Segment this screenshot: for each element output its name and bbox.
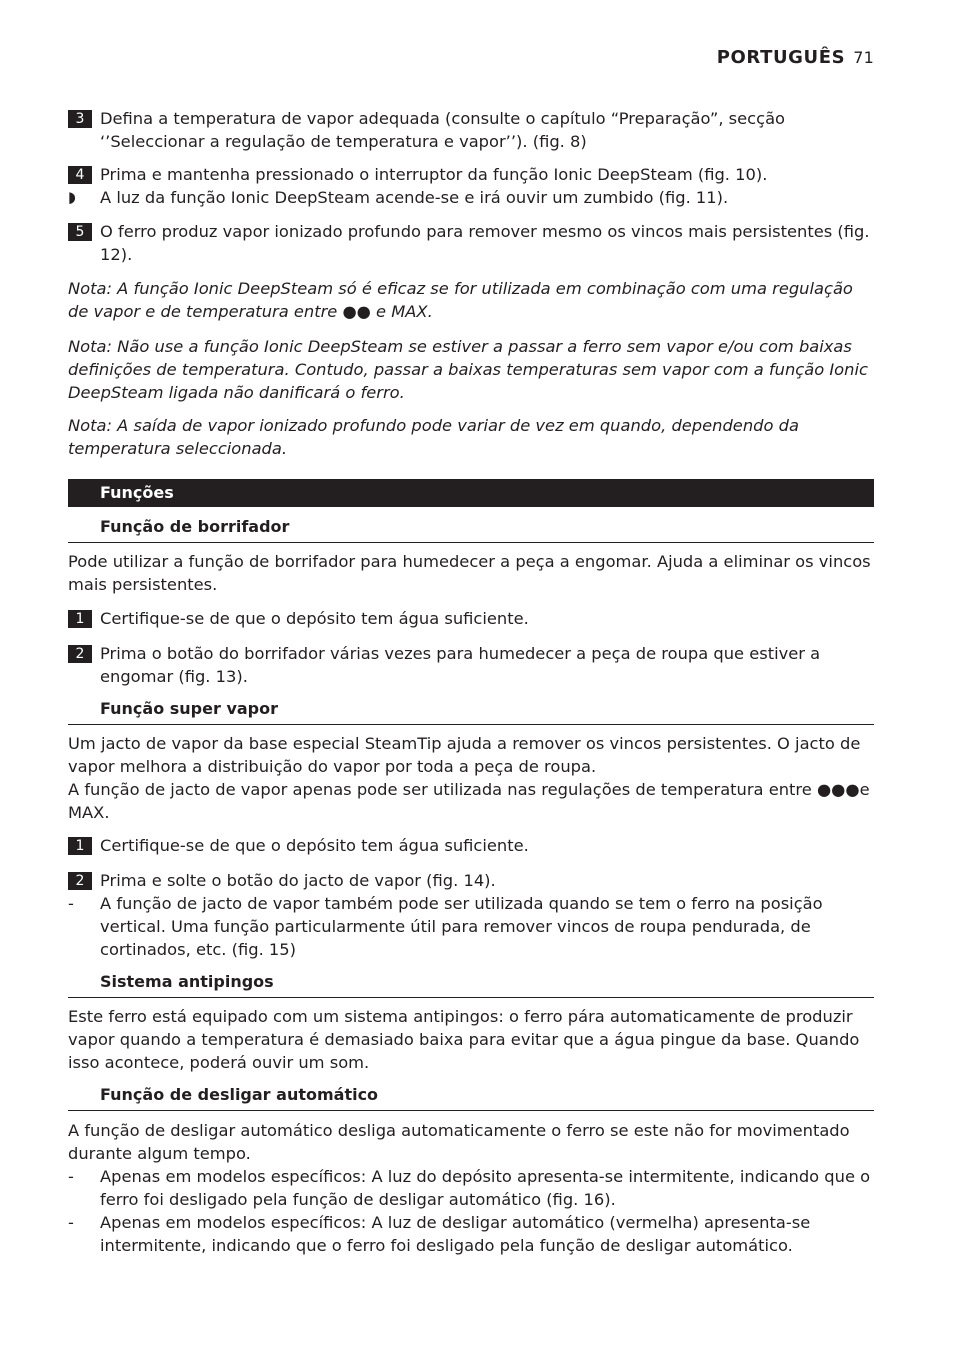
note-1: Nota: A função Ionic DeepSteam só é eficaz se for utilizada em combinação com uma regulação de vapor e de temperatura entre ●● e MAX. (68, 279, 853, 321)
step-text: Certifique-se de que o depósito tem água suficiente. (100, 836, 529, 855)
language-label: PORTUGUÊS (716, 47, 846, 68)
dash-item (68, 892, 874, 961)
step-4-result (68, 186, 874, 209)
subheading-text: Função super vapor (100, 699, 278, 718)
step-text: Prima e mantenha pressionado o interruptor da função Ionic DeepSteam (fig. 10). (100, 165, 768, 184)
step-number: 3 (68, 110, 92, 128)
step-1 (68, 607, 874, 630)
section-heading (68, 479, 874, 507)
subheading-antipingos (68, 970, 874, 998)
step-3 (68, 107, 874, 153)
dash-mark: - (68, 1213, 74, 1232)
result-text: A luz da função Ionic DeepSteam acende-se e irá ouvir um zumbido (fig. 11). (100, 188, 729, 207)
step-number: 1 (68, 837, 92, 855)
step-number: 5 (68, 223, 92, 241)
subheading-text: Função de borrifador (100, 517, 290, 536)
step-1 (68, 834, 874, 857)
paragraph: Pode utilizar a função de borrifador para humedecer a peça a engomar. Ajuda a eliminar os vincos mais persistentes. (68, 552, 871, 594)
note-2: Nota: Não use a função Ionic DeepSteam se estiver a passar a ferro sem vapor e/ou com baixas definições de temperatura. Contudo, passar a baixas temperaturas sem vapor com a função Ionic DeepSteam ligada não danificará o ferro. (68, 337, 868, 402)
step-5 (68, 220, 874, 266)
step-2 (68, 869, 874, 892)
step-text: Certifique-se de que o depósito tem água suficiente. (100, 609, 529, 628)
subheading-super-vapor (68, 697, 874, 725)
step-number: 2 (68, 872, 92, 890)
step-text: Prima o botão do borrifador várias vezes para humedecer a peça de roupa que estiver a engomar (fig. 13). (100, 644, 821, 686)
dash-text: A função de jacto de vapor também pode ser utilizada quando se tem o ferro na posição vertical. Uma função particularmente útil para remover vincos de roupa pendurada, de cortinados, etc. (fig. 15) (100, 894, 823, 959)
page-number: 71 (853, 48, 874, 67)
paragraph: Este ferro está equipado com um sistema antipingos: o ferro pára automaticamente de produzir vapor quando a temperatura é demasiado baixa para evitar que a água pingue da base. Quando isso acontece, poderá ouvir um som. (68, 1007, 860, 1072)
step-text: O ferro produz vapor ionizado profundo para remover mesmo os vincos mais persistentes (fig. 12). (100, 222, 870, 264)
paragraph: A função de jacto de vapor apenas pode ser utilizada nas regulações de temperatura entre ●●●e MAX. (68, 780, 870, 822)
dash-text: Apenas em modelos específicos: A luz de desligar automático (vermelha) apresenta-se intermitente, indicando que o ferro foi desligado pela função de desligar automático. (100, 1213, 811, 1255)
paragraph: Um jacto de vapor da base especial SteamTip ajuda a remover os vincos persistentes. O jacto de vapor melhora a distribuição do vapor por toda a peça de roupa. (68, 734, 861, 776)
step-number: 2 (68, 645, 92, 663)
subheading-text: Função de desligar automático (100, 1085, 379, 1104)
step-number: 4 (68, 166, 92, 184)
step-text: Prima e solte o botão do jacto de vapor (fig. 14). (100, 871, 496, 890)
step-number: 1 (68, 610, 92, 628)
step-4 (68, 163, 874, 186)
result-arrow-icon: ◗ (68, 188, 76, 206)
dash-item (68, 1211, 874, 1257)
dash-item (68, 1165, 874, 1211)
subheading-text: Sistema antipingos (100, 972, 274, 991)
dash-text: Apenas em modelos específicos: A luz do depósito apresenta-se intermitente, indicando que o ferro foi desligado pela função de desligar automático (fig. 16). (100, 1167, 871, 1209)
section-title: Funções (100, 483, 174, 502)
dash-mark: - (68, 894, 74, 913)
paragraph: A função de desligar automático desliga automaticamente o ferro se este não for movimentado durante algum tempo. (68, 1121, 850, 1163)
dash-mark: - (68, 1167, 74, 1186)
page-header (717, 47, 874, 68)
subheading-borrifador (68, 515, 874, 543)
step-2 (68, 642, 874, 688)
step-text: Defina a temperatura de vapor adequada (consulte o capítulo “Preparação”, secção ‘’Seleccionar a regulação de temperatura e vapor’’). (fig. 8) (100, 109, 786, 151)
subheading-desligar (68, 1083, 874, 1111)
note-3: Nota: A saída de vapor ionizado profundo pode variar de vez em quando, dependendo da temperatura seleccionada. (68, 416, 799, 458)
